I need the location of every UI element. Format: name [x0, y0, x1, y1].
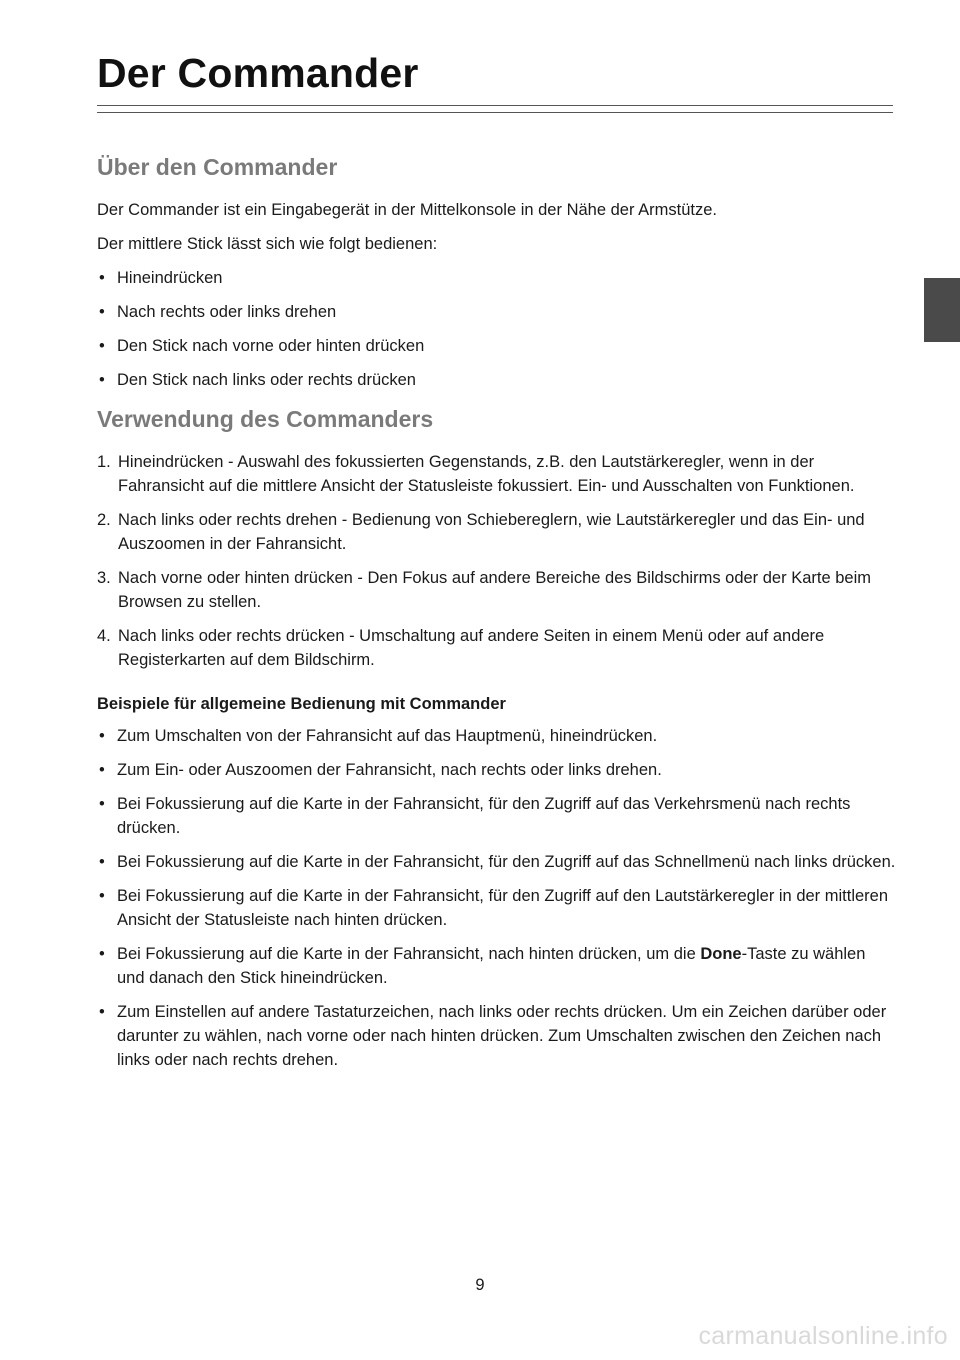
examples-heading: Beispiele für allgemeine Bedienung mit Commander — [97, 695, 506, 713]
list-item: • Bei Fokussierung auf die Karte in der Fahransicht, für den Zugriff auf den Lautstärkeregler in der mittleren Ansicht der Statusleiste nach hinten drücken. — [97, 884, 897, 932]
list-item: • Bei Fokussierung auf die Karte in der Fahransicht, für den Zugriff auf das Schnellmenü nach links drücken. — [97, 850, 897, 874]
title-rule-bottom — [97, 112, 893, 113]
stick-operations-list — [97, 266, 897, 392]
page-title: Der Commander — [97, 50, 419, 96]
examples-list — [97, 724, 897, 1072]
list-item: • Bei Fokussierung auf die Karte in der Fahransicht, für den Zugriff auf das Verkehrsmenü nach rechts drücken. — [97, 792, 897, 840]
list-item-text: Nach links oder rechts drehen - Bedienung von Schiebereglern, wie Lautstärkeregler und das Ein- und Auszoomen in der Fahransicht. — [118, 511, 865, 553]
list-item: • Hineindrücken — [97, 266, 897, 290]
list-item-text: Bei Fokussierung auf die Karte in der Fahransicht, nach hinten drücken, um die — [117, 945, 701, 963]
list-item: • Nach rechts oder links drehen — [97, 300, 897, 324]
list-item: • Den Stick nach vorne oder hinten drücken — [97, 334, 897, 358]
section-heading-usage: Verwendung des Commanders — [97, 406, 434, 432]
list-item-text: Hineindrücken - Auswahl des fokussierten Gegenstands, z.B. den Lautstärkeregler, wenn in der Fahransicht auf die mittlere Ansicht der Statusleiste fokussiert. Ein- und Ausschalten von Funktionen. — [118, 453, 855, 495]
list-item — [97, 450, 897, 498]
done-key-label: Done — [700, 945, 742, 963]
page-content — [97, 150, 897, 1082]
page-number: 9 — [475, 1276, 485, 1294]
usage-numbered-list — [97, 450, 897, 672]
chapter-tab-marker — [924, 278, 960, 342]
watermark: carmanualsonline.info — [698, 1322, 948, 1350]
list-number: 3. — [97, 569, 111, 587]
list-item: • Zum Umschalten von der Fahransicht auf das Hauptmenü, hineindrücken. — [97, 724, 897, 748]
paragraph: Der mittlere Stick lässt sich wie folgt bedienen: — [97, 235, 438, 253]
title-rule-top — [97, 105, 893, 106]
list-item — [97, 566, 897, 614]
list-item: • Den Stick nach links oder rechts drücken — [97, 368, 897, 392]
list-number: 1. — [97, 453, 111, 471]
list-item — [97, 942, 897, 990]
list-number: 2. — [97, 511, 111, 529]
paragraph: Der Commander ist ein Eingabegerät in der Mittelkonsole in der Nähe der Armstütze. — [97, 201, 717, 219]
list-item — [97, 624, 897, 672]
list-item-text: Nach links oder rechts drücken - Umschaltung auf andere Seiten in einem Menü oder auf andere Registerkarten auf dem Bildschirm. — [118, 627, 825, 669]
list-number: 4. — [97, 627, 111, 645]
list-item: • Zum Ein- oder Auszoomen der Fahransicht, nach rechts oder links drehen. — [97, 758, 897, 782]
section-heading-about: Über den Commander — [97, 154, 338, 180]
list-item — [97, 508, 897, 556]
list-item: • Zum Einstellen auf andere Tastaturzeichen, nach links oder rechts drücken. Um ein Zeichen darüber oder darunter zu wählen, nach vorne oder nach hinten drücken. Zum Umschalten zwischen den Zeichen nach links oder nach rechts drehen. — [97, 1000, 897, 1072]
list-item-text: -Taste zu wählen und danach den Stick hineindrücken. — [117, 945, 866, 987]
list-item-text: Nach vorne oder hinten drücken - Den Fokus auf andere Bereiche des Bildschirms oder der Karte beim Browsen zu stellen. — [118, 569, 871, 611]
